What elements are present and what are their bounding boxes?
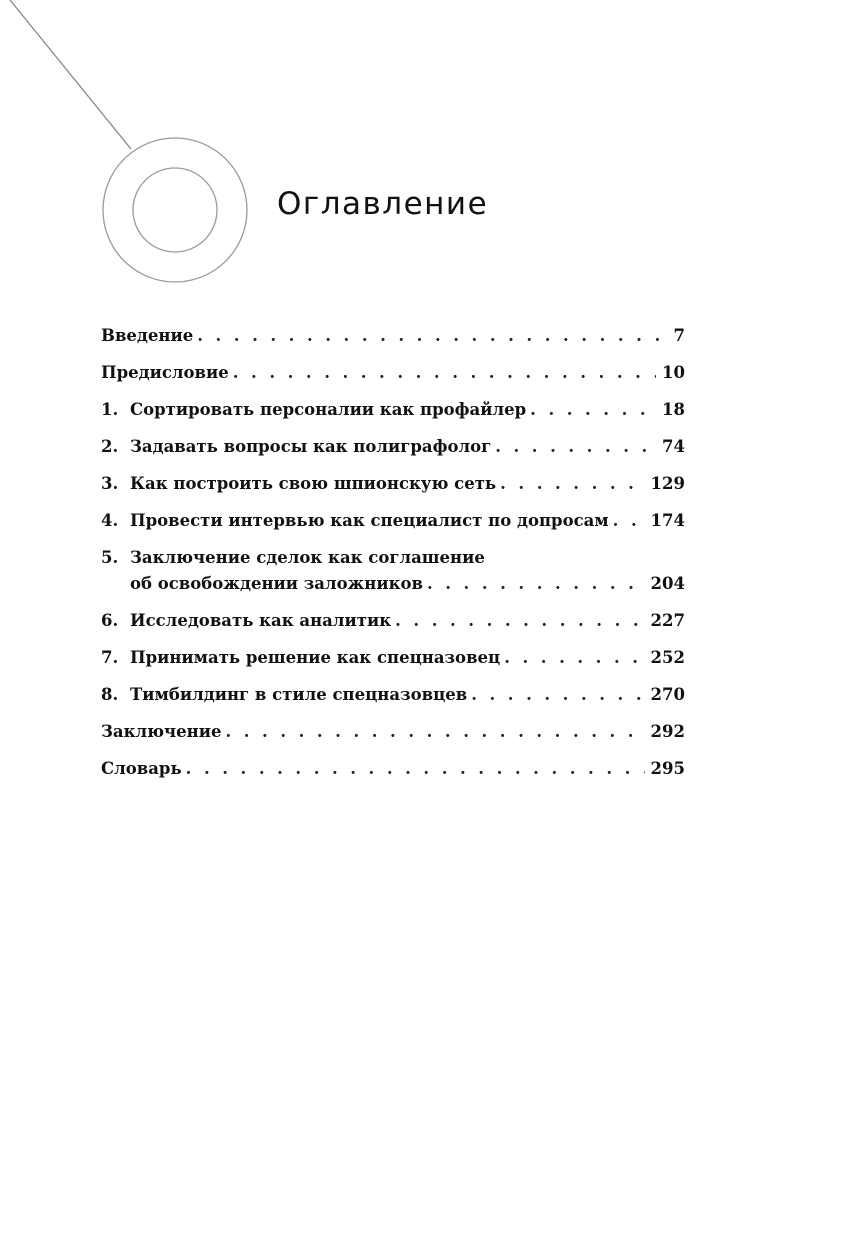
toc-dot-leader: [471, 684, 644, 706]
toc-entry-label: Принимать решение как спецназовец: [130, 648, 501, 667]
page-title: Оглавление: [277, 186, 489, 222]
toc-entry[interactable]: [101, 610, 685, 647]
toc-entry[interactable]: [101, 510, 685, 547]
toc-entry-number: 4.: [101, 511, 119, 530]
toc-dot-leader: [504, 647, 644, 669]
toc-entry-page: 10: [662, 363, 685, 382]
toc-entry-label: Провести интервью как специалист по допросам: [130, 511, 609, 530]
toc-entry-label: Как построить свою шпионскую сеть: [130, 474, 497, 493]
toc-entry-label: Задавать вопросы как полиграфолог: [130, 437, 492, 456]
toc-entry-label: Заключение сделок как соглашение: [130, 548, 485, 567]
toc-entry-number: 3.: [101, 474, 119, 493]
toc-entry-number: 1.: [101, 400, 119, 419]
toc-dot-leader: [197, 325, 667, 347]
toc-dot-leader: [395, 610, 644, 632]
toc-entry[interactable]: [101, 758, 685, 795]
toc-entry-label: Введение: [101, 326, 194, 345]
toc-entry[interactable]: [101, 721, 685, 758]
toc-entry-page: 252: [650, 648, 685, 667]
toc-entry-label: Предисловие: [101, 363, 229, 382]
toc-entry[interactable]: [101, 399, 685, 436]
toc-entry-label: Заключение: [101, 722, 222, 741]
toc-entry[interactable]: [101, 684, 685, 721]
toc-entry-label: Сортировать персоналии как профайлер: [130, 400, 527, 419]
toc-entry-page: 18: [662, 400, 685, 419]
toc-entry-label: Словарь: [101, 759, 182, 778]
toc-entry-number: 8.: [101, 685, 119, 704]
toc-entry-page: 295: [650, 759, 685, 778]
table-of-contents: [101, 325, 685, 795]
ornament-inner-circle: [133, 168, 217, 252]
toc-entry-page: 227: [650, 611, 685, 630]
toc-entry[interactable]: [101, 436, 685, 473]
toc-entry-number: 2.: [101, 437, 119, 456]
toc-entry-label: Исследовать как аналитик: [130, 611, 392, 630]
title-ornament: [0, 0, 260, 300]
toc-entry[interactable]: [101, 362, 685, 399]
toc-dot-leader: [613, 510, 645, 532]
toc-entry[interactable]: [101, 325, 685, 362]
toc-entry-number: 7.: [101, 648, 119, 667]
ornament-outer-circle: [103, 138, 247, 282]
toc-entry-page: 129: [650, 474, 685, 493]
toc-entry-number: 6.: [101, 611, 119, 630]
toc-entry-number: 5.: [101, 548, 119, 567]
toc-entry-label-continued: об освобождении заложников: [130, 574, 423, 593]
toc-entry[interactable]: [101, 547, 685, 610]
toc-entry-page: 7: [673, 326, 685, 345]
toc-dot-leader: [225, 721, 644, 743]
toc-entry-label: Тимбилдинг в стиле спецназовцев: [130, 685, 468, 704]
toc-entry-page: 204: [650, 574, 685, 593]
ornament-line: [10, 0, 131, 149]
toc-entry[interactable]: [101, 647, 685, 684]
toc-dot-leader: [233, 362, 656, 384]
toc-dot-leader: [495, 436, 656, 458]
toc-entry-page: 74: [662, 437, 685, 456]
toc-entry-page: 174: [650, 511, 685, 530]
toc-entry-page: 292: [650, 722, 685, 741]
toc-dot-leader: [530, 399, 656, 421]
toc-dot-leader: [186, 758, 645, 780]
toc-entry[interactable]: [101, 473, 685, 510]
toc-dot-leader: [427, 573, 645, 595]
toc-entry-page: 270: [650, 685, 685, 704]
toc-dot-leader: [500, 473, 644, 495]
